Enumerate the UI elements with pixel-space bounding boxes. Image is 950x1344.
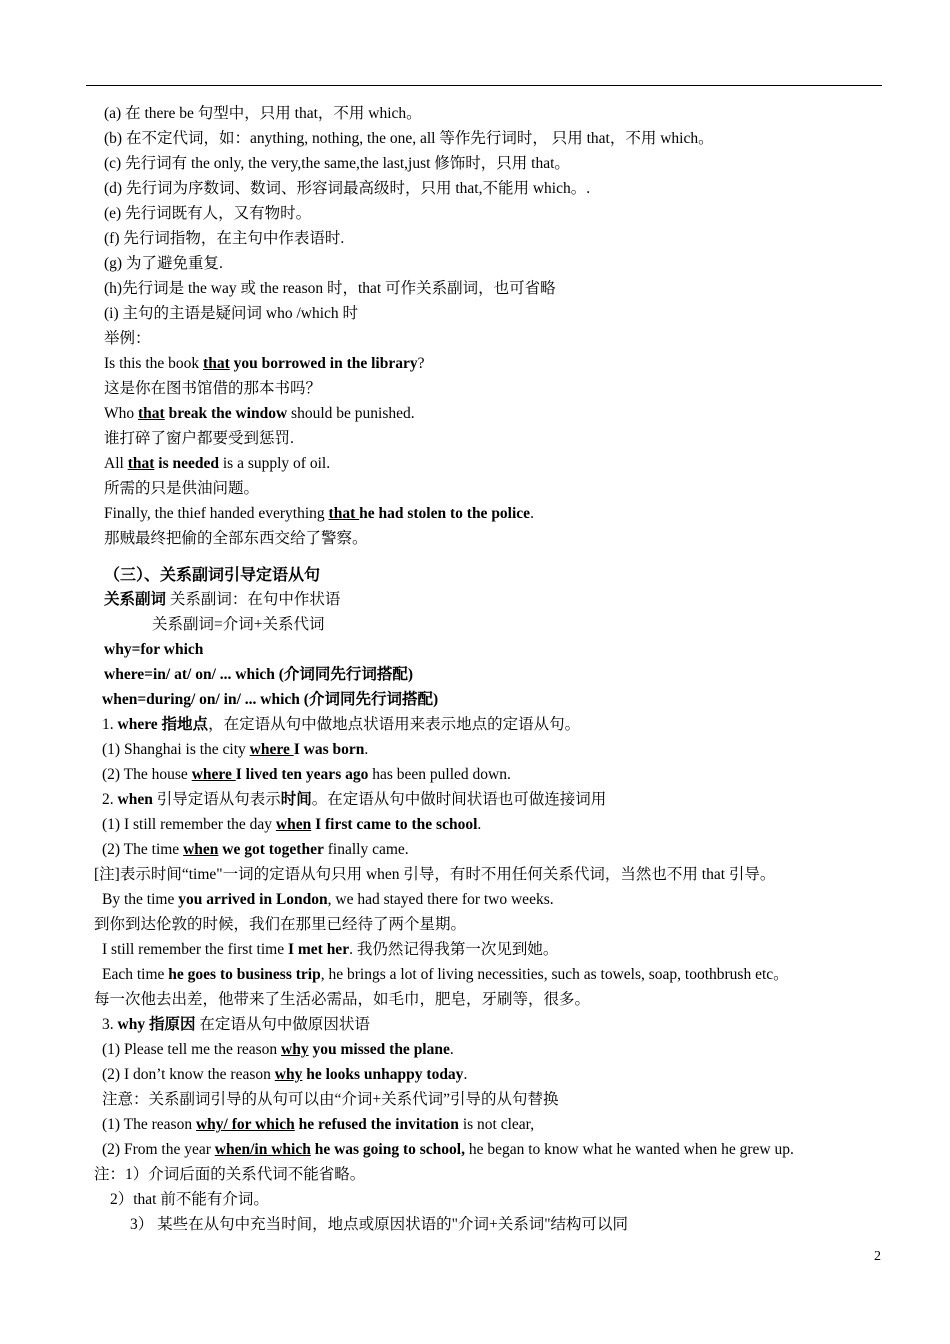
text-span: By the time xyxy=(102,891,179,908)
text-span: Finally, the thief handed everything xyxy=(104,505,329,522)
text-line xyxy=(102,1065,467,1085)
text-line xyxy=(104,104,422,124)
text-span: , we had stayed there for two weeks. xyxy=(327,891,554,908)
text-span: 引导定语从句表示 xyxy=(152,791,281,808)
text-span: 所需的只是供油问题。 xyxy=(104,480,260,497)
text-span: (2) From the year xyxy=(102,1141,215,1158)
text-span: (e) 先行词既有人，又有物时。 xyxy=(104,205,312,222)
text-line xyxy=(94,990,590,1010)
text-span: 3） 某些在从句中充当时间，地点或原因状语的"介词+关系词"结构可以同 xyxy=(130,1216,629,1233)
text-span: . xyxy=(530,505,534,522)
bold-text: where=in/ at/ on/ ... which (介词同先行词搭配) xyxy=(104,666,414,683)
text-span: (b) 在不定代词，如：anything, nothing, the one, all 等作先行词时， 只用 that，不用 which。 xyxy=(104,130,714,147)
text-line xyxy=(104,665,413,685)
text-span: (2) The house xyxy=(102,766,192,783)
bold-text: 时间 xyxy=(280,791,312,808)
text-span: 这是你在图书馆借的那本书吗？ xyxy=(104,380,322,397)
text-line xyxy=(104,304,358,324)
keyword-underlined: that xyxy=(328,505,360,522)
bold-text: when=during/ on/ in/ ... which (介词同先行词搭配) xyxy=(102,691,439,708)
text-line xyxy=(102,840,409,860)
bold-text: he refused the invitation xyxy=(294,1116,459,1133)
text-line xyxy=(102,890,554,910)
text-span: (2) I don’t know the reason xyxy=(102,1066,275,1083)
text-line xyxy=(94,865,775,885)
text-line xyxy=(102,1140,794,1160)
bold-text: why 指原因 xyxy=(117,1016,196,1033)
keyword-underlined: where xyxy=(249,741,294,758)
text-line xyxy=(102,965,789,985)
text-line xyxy=(102,765,511,785)
bold-text: we got together xyxy=(218,841,324,858)
text-span: 1. xyxy=(102,716,118,733)
bold-text: he had stolen to the police xyxy=(359,505,531,522)
text-line xyxy=(104,229,344,249)
text-line xyxy=(104,204,311,224)
bold-text: break the window xyxy=(164,405,288,422)
keyword-underlined: why/ for which xyxy=(195,1116,295,1133)
text-line xyxy=(104,329,151,349)
text-span: (1) I still remember the day xyxy=(102,816,276,833)
text-line xyxy=(110,1190,269,1210)
bold-text: you borrowed in the library xyxy=(229,355,418,372)
text-line xyxy=(102,715,580,735)
text-span: （三）、关系副词引导定语从句 xyxy=(104,565,321,584)
text-span: 2）that 前不能有介词。 xyxy=(110,1191,269,1208)
text-line xyxy=(94,915,466,935)
text-span: 举例： xyxy=(104,330,151,347)
section-heading xyxy=(104,565,320,585)
text-line xyxy=(104,454,330,474)
keyword-underlined: when xyxy=(275,816,312,833)
text-span: is not clear, xyxy=(458,1116,535,1133)
text-span: should be punished. xyxy=(287,405,415,422)
text-span: (d) 先行词为序数词、数词、形容词最高级时，只用 that,不能用 which。. xyxy=(104,180,591,197)
text-line xyxy=(104,279,556,299)
text-line xyxy=(104,379,321,399)
text-line xyxy=(104,479,259,499)
bold-text: he was going to school, xyxy=(310,1141,465,1158)
text-span: Is this the book xyxy=(104,355,204,372)
text-span: . 我仍然记得我第一次见到她。 xyxy=(349,941,559,958)
text-line xyxy=(102,740,368,760)
keyword-underlined: why xyxy=(281,1041,309,1058)
text-line xyxy=(130,1215,628,1235)
keyword-underlined: when/in which xyxy=(214,1141,311,1158)
bold-text: why=for which xyxy=(104,641,204,658)
text-span: 在定语从句中做原因状语 xyxy=(195,1016,370,1033)
keyword-underlined: that xyxy=(127,455,155,472)
text-line xyxy=(102,1015,370,1035)
text-span: . xyxy=(364,741,369,758)
text-line xyxy=(102,1040,454,1060)
text-span: is a supply of oil. xyxy=(218,455,331,472)
text-span: (1) The reason xyxy=(102,1116,196,1133)
keyword-underlined: that xyxy=(138,405,165,422)
text-span: 关系副词=介词+关系代词 xyxy=(152,616,325,633)
keyword-underlined: why xyxy=(274,1066,303,1083)
keyword-underlined: where xyxy=(191,766,236,783)
bold-text: he looks unhappy today xyxy=(302,1066,464,1083)
text-span: has been pulled down. xyxy=(368,766,511,783)
text-span: (g) 为了避免重复. xyxy=(104,255,223,272)
text-span: Each time xyxy=(102,966,169,983)
text-span: All xyxy=(104,455,128,472)
text-span: (1) Please tell me the reason xyxy=(102,1041,282,1058)
text-line xyxy=(104,529,368,549)
text-span: 每一次他去出差，他带来了生活必需品，如毛巾，肥皂，牙刷等，很多。 xyxy=(94,991,591,1008)
text-span: . xyxy=(449,1041,454,1058)
text-line xyxy=(102,940,558,960)
text-span: (c) 先行词有 the only, the very,the same,the last,just 修饰时，只用 that。 xyxy=(104,155,570,172)
text-line xyxy=(102,1090,559,1110)
bold-text: I was born xyxy=(293,741,365,758)
text-line xyxy=(104,179,590,199)
text-span: I still remember the first time xyxy=(102,941,288,958)
bold-text: is needed xyxy=(154,455,219,472)
text-line xyxy=(104,129,714,149)
text-span: , he brings a lot of living necessities, such as towels, soap, toothbrush etc。 xyxy=(320,966,789,983)
bold-text: where 指地点 xyxy=(117,716,209,733)
text-span: ? xyxy=(417,355,425,372)
keyword-underlined: when xyxy=(183,841,219,858)
keyword-underlined: that xyxy=(203,355,230,372)
text-line xyxy=(104,354,425,374)
bold-text: you missed the plane xyxy=(308,1041,450,1058)
bold-text: you arrived in London xyxy=(178,891,328,908)
text-line xyxy=(94,1165,365,1185)
text-span: 2. xyxy=(102,791,118,808)
text-span: ，在定语从句中做地点状语用来表示地点的定语从句。 xyxy=(208,716,581,733)
text-span: 关系副词：在句中作状语 xyxy=(166,591,341,608)
text-span: 。在定语从句中做时间状语也可做连接词用 xyxy=(311,791,607,808)
bold-text: I first came to the school xyxy=(311,816,478,833)
text-span: (2) The time xyxy=(102,841,184,858)
text-span: 注：1）介词后面的关系代词不能省略。 xyxy=(94,1166,366,1183)
text-span: finally came. xyxy=(323,841,409,858)
text-line xyxy=(102,815,481,835)
text-line xyxy=(102,1115,534,1135)
text-line xyxy=(104,429,294,449)
text-span: (i) 主句的主语是疑问词 who /which 时 xyxy=(104,305,359,322)
text-line xyxy=(102,690,438,710)
text-span: Who xyxy=(104,405,139,422)
header-rule xyxy=(86,85,882,86)
text-line xyxy=(104,154,570,174)
text-line xyxy=(104,640,203,660)
text-span: 谁打碎了窗户都要受到惩罚. xyxy=(104,430,294,447)
text-span: . xyxy=(477,816,482,833)
bold-text: when xyxy=(117,791,153,808)
page-number: 2 xyxy=(874,1249,881,1264)
bold-text: 关系副词 xyxy=(104,591,167,608)
text-span: 那贼最终把偷的全部东西交给了警察。 xyxy=(104,530,368,547)
text-line xyxy=(104,590,340,610)
text-line xyxy=(104,504,534,524)
text-line xyxy=(104,254,223,274)
text-span: (f) 先行词指物，在主句中作表语时. xyxy=(104,230,345,247)
bold-text: I met her xyxy=(287,941,350,958)
text-line xyxy=(102,790,606,810)
text-span: he began to know what he wanted when he grew up. xyxy=(464,1141,794,1158)
text-span: (h)先行词是 the way 或 the reason 时，that 可作关系副词，也可省略 xyxy=(104,280,556,297)
text-line xyxy=(152,615,324,635)
text-span: 3. xyxy=(102,1016,118,1033)
text-span: 到你到达伦敦的时候，我们在那里已经待了两个星期。 xyxy=(94,916,467,933)
text-span: (a) 在 there be 句型中，只用 that，不用 which。 xyxy=(104,105,422,122)
text-span: . xyxy=(463,1066,468,1083)
text-span: (1) Shanghai is the city xyxy=(102,741,250,758)
bold-text: he goes to business trip xyxy=(168,966,321,983)
text-span: [注]表示时间“time"一词的定语从句只用 when 引导，有时不用任何关系代词，当然也不用 that 引导。 xyxy=(94,866,776,883)
text-span: 注意：关系副词引导的从句可以由“介词+关系代词”引导的从句替换 xyxy=(102,1091,559,1108)
bold-text: I lived ten years ago xyxy=(235,766,369,783)
text-line xyxy=(104,404,415,424)
